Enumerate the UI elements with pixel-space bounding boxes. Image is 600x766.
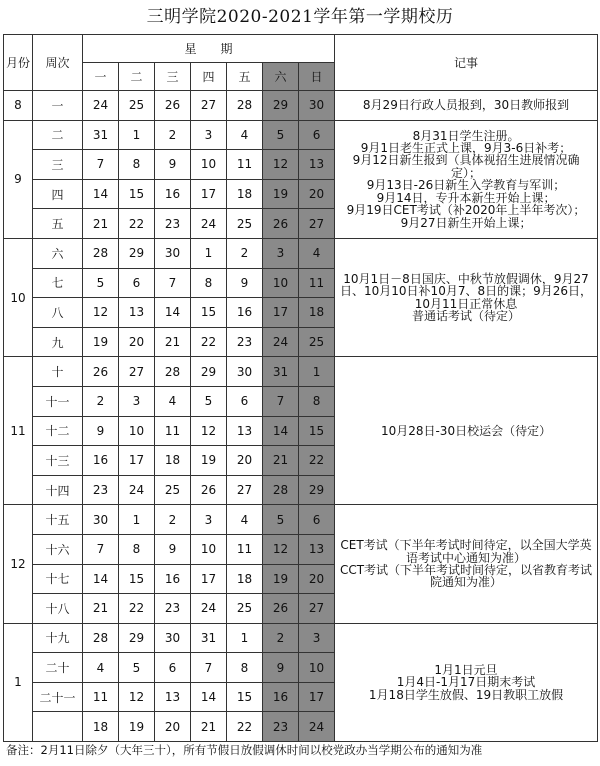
weekend-day-cell: 27: [299, 209, 335, 239]
weekday-day-cell: 10: [119, 416, 155, 446]
weekday-day-cell: 17: [191, 564, 227, 594]
weekday-day-cell: 8: [191, 268, 227, 298]
weekday-day-cell: 19: [83, 327, 119, 357]
weekday-day-cell: 18: [227, 564, 263, 594]
calendar-title: 三明学院2020-2021学年第一学期校历: [146, 7, 454, 27]
weekend-day-cell: 25: [299, 327, 335, 357]
weekday-day-cell: 31: [83, 120, 119, 150]
week-number-cell: 十九: [33, 623, 83, 653]
weekday-day-cell: 29: [191, 357, 227, 387]
weekday-day-cell: 15: [119, 564, 155, 594]
weekend-day-cell: 27: [299, 594, 335, 624]
weekday-day-cell: 21: [191, 712, 227, 742]
weekend-day-cell: 13: [299, 150, 335, 180]
weekday-header-mon: 一: [83, 63, 119, 91]
weekend-day-cell: 3: [299, 623, 335, 653]
weekday-day-cell: 15: [191, 298, 227, 328]
events-cell: [335, 238, 598, 356]
weekday-day-cell: 8: [119, 534, 155, 564]
weekend-day-cell: 11: [299, 268, 335, 298]
weekend-day-cell: 12: [263, 534, 299, 564]
week-number-cell: 二十: [33, 653, 83, 683]
event-line: 10月28日-30日校运会（待定）: [380, 423, 552, 438]
weekday-day-cell: 9: [155, 534, 191, 564]
weekday-day-cell: 2: [155, 505, 191, 535]
month-cell: 12: [4, 505, 33, 623]
event-line: 普通话考试（待定）: [412, 309, 521, 324]
weekday-day-cell: 25: [227, 209, 263, 239]
event-line: 9月12日新生报到（具体视招生进展情况确定）；: [352, 153, 580, 180]
weekday-day-cell: 22: [119, 209, 155, 239]
weekday-day-cell: 12: [119, 682, 155, 712]
weekday-day-cell: 11: [227, 534, 263, 564]
event-line: CCT考试（下半年考试时间待定，以省教育考试院通知为准）: [339, 563, 593, 590]
week-number-cell: 四: [33, 179, 83, 209]
weekday-day-cell: 22: [227, 712, 263, 742]
week-header: 周次: [33, 35, 83, 91]
weekend-day-cell: 22: [299, 446, 335, 476]
month-cell: 11: [4, 357, 33, 505]
weekday-day-cell: 13: [155, 682, 191, 712]
weekday-day-cell: 6: [227, 386, 263, 416]
weekday-day-cell: 25: [155, 475, 191, 505]
weekend-day-cell: 5: [263, 120, 299, 150]
weekday-day-cell: 11: [83, 682, 119, 712]
weekend-day-cell: 8: [299, 386, 335, 416]
weekday-header-sun: 日: [299, 63, 335, 91]
event-line: 9月14日，专升本新生开始上课；: [376, 190, 556, 205]
weekday-day-cell: 1: [227, 623, 263, 653]
weekend-day-cell: 10: [299, 653, 335, 683]
weekday-day-cell: 20: [227, 446, 263, 476]
weekday-day-cell: 27: [191, 91, 227, 121]
weekend-day-cell: 17: [263, 298, 299, 328]
weekday-day-cell: 15: [119, 179, 155, 209]
weekday-day-cell: 14: [83, 564, 119, 594]
week-number-cell: 七: [33, 268, 83, 298]
weekday-day-cell: 6: [155, 653, 191, 683]
weekday-day-cell: 9: [227, 268, 263, 298]
weekend-day-cell: 1: [299, 357, 335, 387]
week-number-cell: 十八: [33, 594, 83, 624]
event-line: 8月31日学生注册。: [412, 128, 520, 143]
weekday-day-cell: 17: [191, 179, 227, 209]
weekend-day-cell: 30: [299, 91, 335, 121]
event-line: 9月13日-26日新生入学教育与军训；: [366, 178, 566, 193]
weekday-header-sat: 六: [263, 63, 299, 91]
weekend-day-cell: 12: [263, 150, 299, 180]
weekday-day-cell: 8: [227, 653, 263, 683]
events-cell: [335, 505, 598, 623]
weekday-day-cell: 19: [191, 446, 227, 476]
weekend-day-cell: 29: [263, 91, 299, 121]
weekday-day-cell: 16: [155, 564, 191, 594]
weekday-day-cell: 12: [83, 298, 119, 328]
event-line: 8月29日行政人员报到，30日教师报到: [362, 98, 570, 113]
weekday-day-cell: 4: [155, 386, 191, 416]
weekday-day-cell: 24: [191, 594, 227, 624]
weekend-day-cell: 9: [263, 653, 299, 683]
weekday-day-cell: 11: [227, 150, 263, 180]
events-cell: [335, 91, 598, 121]
month-cell: 1: [4, 623, 33, 741]
events-cell: [335, 357, 598, 505]
month-header: 月份: [4, 35, 33, 91]
week-number-cell: 十六: [33, 534, 83, 564]
weekend-day-cell: 4: [299, 238, 335, 268]
weekday-day-cell: 1: [119, 505, 155, 535]
weekday-day-cell: 4: [227, 120, 263, 150]
events-cell: [335, 120, 598, 238]
month-cell: 8: [4, 91, 33, 121]
weekday-day-cell: 7: [83, 534, 119, 564]
weekday-day-cell: 7: [83, 150, 119, 180]
event-line: 9月1日老生正式上课，9月3-6日补考；: [360, 141, 572, 156]
weekday-day-cell: 14: [155, 298, 191, 328]
weekday-day-cell: 10: [191, 534, 227, 564]
weekday-day-cell: 13: [227, 416, 263, 446]
weekday-day-cell: 19: [119, 712, 155, 742]
weekday-day-cell: 30: [83, 505, 119, 535]
weekday-day-cell: 20: [119, 327, 155, 357]
weekday-day-cell: 6: [119, 268, 155, 298]
weekday-day-cell: 4: [83, 653, 119, 683]
weekday-day-cell: 5: [83, 268, 119, 298]
weekday-header-thu: 四: [191, 63, 227, 91]
events-cell: [335, 623, 598, 741]
weekday-day-cell: 9: [83, 416, 119, 446]
weekday-day-cell: 18: [227, 179, 263, 209]
weekday-day-cell: 3: [191, 505, 227, 535]
week-number-cell: 五: [33, 209, 83, 239]
weekend-day-cell: 23: [263, 712, 299, 742]
weekday-day-cell: 18: [83, 712, 119, 742]
week-number-cell: 十: [33, 357, 83, 387]
footer-note: 备注：2月11日除夕（大年三十），所有节假日放假调休时间以校党政办当学期公布的通知为准: [6, 743, 483, 757]
weekend-day-cell: 5: [263, 505, 299, 535]
weekend-day-cell: 20: [299, 564, 335, 594]
weekend-day-cell: 31: [263, 357, 299, 387]
weekday-day-cell: 8: [119, 150, 155, 180]
weekday-day-cell: 20: [155, 712, 191, 742]
weekday-day-cell: 29: [119, 623, 155, 653]
weekend-day-cell: 24: [263, 327, 299, 357]
weekend-day-cell: 28: [263, 475, 299, 505]
weekday-day-cell: 28: [227, 91, 263, 121]
weekday-day-cell: 2: [227, 238, 263, 268]
weekday-day-cell: 21: [83, 594, 119, 624]
weekday-day-cell: 7: [191, 653, 227, 683]
week-number-cell: 十一: [33, 386, 83, 416]
week-row: [4, 120, 598, 150]
weekday-day-cell: 24: [83, 91, 119, 121]
weekday-header-tue: 二: [119, 63, 155, 91]
weekday-day-cell: 25: [227, 594, 263, 624]
school-calendar-table: [3, 34, 598, 742]
weekday-day-cell: 4: [227, 505, 263, 535]
weekday-day-cell: 31: [191, 623, 227, 653]
week-row: [4, 505, 598, 535]
weekday-day-cell: 14: [191, 682, 227, 712]
weekday-day-cell: 17: [119, 446, 155, 476]
week-number-cell: 一: [33, 91, 83, 121]
week-row: [4, 357, 598, 387]
weekday-day-cell: 13: [119, 298, 155, 328]
weekend-day-cell: 3: [263, 238, 299, 268]
week-number-cell: 十五: [33, 505, 83, 535]
week-number-cell: 三: [33, 150, 83, 180]
weekday-day-cell: 30: [227, 357, 263, 387]
week-number-cell: 二十一: [33, 682, 83, 712]
weekday-day-cell: 28: [155, 357, 191, 387]
event-line: 10月1日－8日国庆、中秋节放假调休，9月27日、10月10日补10月7、8日的课；9月26日，10月11日正常休息: [340, 271, 592, 311]
weekday-day-cell: 26: [83, 357, 119, 387]
weekend-day-cell: 6: [299, 120, 335, 150]
weekday-day-cell: 23: [155, 209, 191, 239]
week-number-cell: 十三: [33, 446, 83, 476]
weekday-day-cell: 16: [227, 298, 263, 328]
week-row: [4, 238, 598, 268]
weekday-day-cell: 5: [191, 386, 227, 416]
weekday-day-cell: 28: [83, 238, 119, 268]
weekday-day-cell: 16: [83, 446, 119, 476]
weekday-day-cell: 21: [83, 209, 119, 239]
month-cell: 10: [4, 238, 33, 356]
weekend-day-cell: 19: [263, 564, 299, 594]
week-number-cell: 九: [33, 327, 83, 357]
weekday-day-cell: 9: [155, 150, 191, 180]
weekday-day-cell: 12: [191, 416, 227, 446]
week-number-cell: 八: [33, 298, 83, 328]
event-line: 1月1日元旦: [434, 662, 498, 677]
weekday-header-fri: 五: [227, 63, 263, 91]
week-number-cell: 十七: [33, 564, 83, 594]
weekday-day-cell: 23: [155, 594, 191, 624]
week-number-cell: 十二: [33, 416, 83, 446]
weekday-header-wed: 三: [155, 63, 191, 91]
event-line: 9月27日新生开始上课；: [400, 215, 532, 230]
weekend-day-cell: 2: [263, 623, 299, 653]
weekend-day-cell: 16: [263, 682, 299, 712]
weekday-day-cell: 28: [83, 623, 119, 653]
weekday-day-cell: 21: [155, 327, 191, 357]
weekday-day-cell: 16: [155, 179, 191, 209]
week-number-cell: 十四: [33, 475, 83, 505]
weekend-day-cell: 6: [299, 505, 335, 535]
weekday-day-cell: 1: [119, 120, 155, 150]
event-line: 9月19日CET考试（补2020年上半年考次）；: [346, 203, 586, 218]
event-line: CET考试（下半年考试时间待定，以全国大学英语考试中心通知为准）: [340, 538, 592, 565]
weekday-day-cell: 29: [119, 238, 155, 268]
event-line: 1月4日-1月17日期末考试: [396, 675, 536, 690]
weekday-day-cell: 23: [83, 475, 119, 505]
weekday-day-cell: 27: [119, 357, 155, 387]
week-number-cell: 六: [33, 238, 83, 268]
weekday-day-cell: 2: [155, 120, 191, 150]
week-row: [4, 623, 598, 653]
week-number-cell: 二: [33, 120, 83, 150]
weekend-day-cell: 15: [299, 416, 335, 446]
weekday-day-cell: 26: [191, 475, 227, 505]
event-line: 1月18日学生放假、19日教职工放假: [368, 687, 564, 702]
weekday-day-cell: 15: [227, 682, 263, 712]
weekday-day-cell: 25: [119, 91, 155, 121]
weekday-day-cell: 22: [191, 327, 227, 357]
weekday-day-cell: 14: [83, 179, 119, 209]
weekend-day-cell: 24: [299, 712, 335, 742]
weekend-day-cell: 29: [299, 475, 335, 505]
weekday-day-cell: 23: [227, 327, 263, 357]
weekday-day-cell: 1: [191, 238, 227, 268]
weekday-day-cell: 24: [191, 209, 227, 239]
weekend-day-cell: 13: [299, 534, 335, 564]
weekday-day-cell: 7: [155, 268, 191, 298]
weekday-day-cell: 30: [155, 238, 191, 268]
weekday-group-header: 星 期: [83, 35, 335, 63]
weekend-day-cell: 14: [263, 416, 299, 446]
weekend-day-cell: 7: [263, 386, 299, 416]
weekday-day-cell: 27: [227, 475, 263, 505]
weekday-day-cell: 26: [155, 91, 191, 121]
weekday-day-cell: 10: [191, 150, 227, 180]
month-cell: 9: [4, 120, 33, 238]
weekday-day-cell: 30: [155, 623, 191, 653]
weekday-day-cell: 24: [119, 475, 155, 505]
week-row: [4, 91, 598, 121]
weekend-day-cell: 18: [299, 298, 335, 328]
weekend-day-cell: 26: [263, 209, 299, 239]
weekend-day-cell: 19: [263, 179, 299, 209]
weekend-day-cell: 21: [263, 446, 299, 476]
weekday-day-cell: 3: [119, 386, 155, 416]
weekday-day-cell: 3: [191, 120, 227, 150]
weekday-day-cell: 11: [155, 416, 191, 446]
weekday-day-cell: 18: [155, 446, 191, 476]
weekend-day-cell: 17: [299, 682, 335, 712]
weekend-day-cell: 10: [263, 268, 299, 298]
weekend-day-cell: 26: [263, 594, 299, 624]
events-header: 记事: [335, 35, 598, 91]
weekend-day-cell: 20: [299, 179, 335, 209]
weekday-day-cell: 22: [119, 594, 155, 624]
weekday-day-cell: 2: [83, 386, 119, 416]
weekday-day-cell: 5: [119, 653, 155, 683]
